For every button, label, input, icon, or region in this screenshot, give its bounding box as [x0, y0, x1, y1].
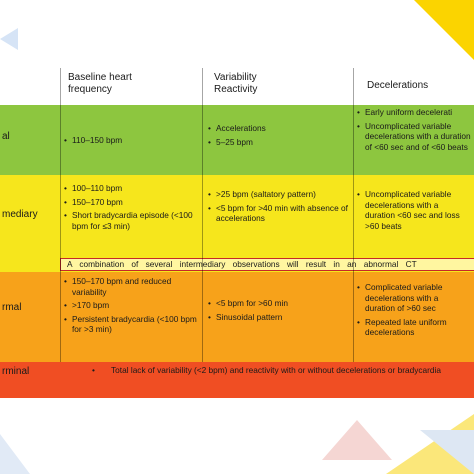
header-variability	[214, 72, 344, 96]
table-header-row	[0, 68, 474, 106]
preterminal-list	[92, 365, 452, 379]
list-item: • 150–170 bpm and reduced variability	[64, 276, 198, 297]
row-label-preterminal: rminal	[2, 366, 30, 377]
header-baseline	[68, 72, 198, 96]
list-item: • <5 bpm for >60 min	[208, 298, 348, 309]
row-label-normal: al	[2, 131, 10, 142]
decorative-triangle-blue	[0, 28, 18, 50]
header-baseline-line1: Baseline heart	[68, 72, 132, 83]
intermediary-decelerations-list	[357, 189, 467, 234]
list-item: • Uncomplicated variable decelerations with a duration <60 sec and loss >60 beats	[357, 189, 467, 231]
decorative-triangle-yellow	[414, 0, 474, 60]
list-item: • Short bradycardia episode (<100 bpm for ≤3 min)	[64, 210, 198, 231]
list-item: • Complicated variable decelerations with a duration of >60 sec	[357, 282, 469, 314]
normal-baseline-list	[64, 135, 196, 149]
row-preterminal	[0, 362, 474, 398]
combination-note: A combination of several intermediary observations will result in an abnormal CT	[60, 258, 474, 271]
abnormal-decelerations-list	[357, 282, 469, 341]
column-divider	[353, 68, 354, 362]
list-item: • 5–25 bpm	[208, 137, 348, 148]
list-item: • Accelerations	[208, 123, 348, 134]
header-variability-line2: Reactivity	[214, 84, 258, 95]
list-item: • >170 bpm	[64, 300, 198, 311]
list-item: • Persistent bradycardia (<100 bpm for >3 min)	[64, 314, 198, 335]
list-item: • <5 bpm for >40 min with absence of accelerations	[208, 203, 348, 224]
normal-variability-list	[208, 123, 348, 150]
ctg-classification-table	[0, 68, 474, 398]
header-baseline-line2: frequency	[68, 84, 112, 95]
row-normal	[0, 105, 474, 175]
intermediary-baseline-list	[64, 183, 198, 234]
header-variability-line1: Variability	[214, 72, 257, 83]
list-item: • >25 bpm (saltatory pattern)	[208, 189, 348, 200]
list-item: • Repeated late uniform decelerations	[357, 317, 469, 338]
list-item: • Total lack of variability (<2 bpm) and reactivity with or without decelerations or bradycardia	[92, 365, 452, 376]
header-decelerations: Decelerations	[367, 80, 429, 91]
normal-decelerations-list	[357, 107, 471, 155]
list-item: • Uncomplicated variable decelerations with a duration of <60 sec and of <60 beats	[357, 121, 471, 153]
decorative-triangle-blue-bottom	[0, 434, 30, 474]
decorative-triangle-red	[322, 420, 392, 460]
list-item: • 150–170 bpm	[64, 197, 198, 208]
abnormal-baseline-list	[64, 276, 198, 338]
list-item: • 110–150 bpm	[64, 135, 196, 146]
intermediary-variability-list	[208, 189, 348, 227]
list-item: • Early uniform decelerati	[357, 107, 471, 118]
row-abnormal	[0, 272, 474, 362]
abnormal-variability-list	[208, 298, 348, 325]
list-item: • 100–110 bpm	[64, 183, 198, 194]
column-divider	[202, 68, 203, 362]
row-label-intermediary: mediary	[2, 209, 38, 220]
column-divider	[60, 68, 61, 362]
list-item: • Sinusoidal pattern	[208, 312, 348, 323]
row-label-abnormal: rmal	[2, 302, 22, 313]
